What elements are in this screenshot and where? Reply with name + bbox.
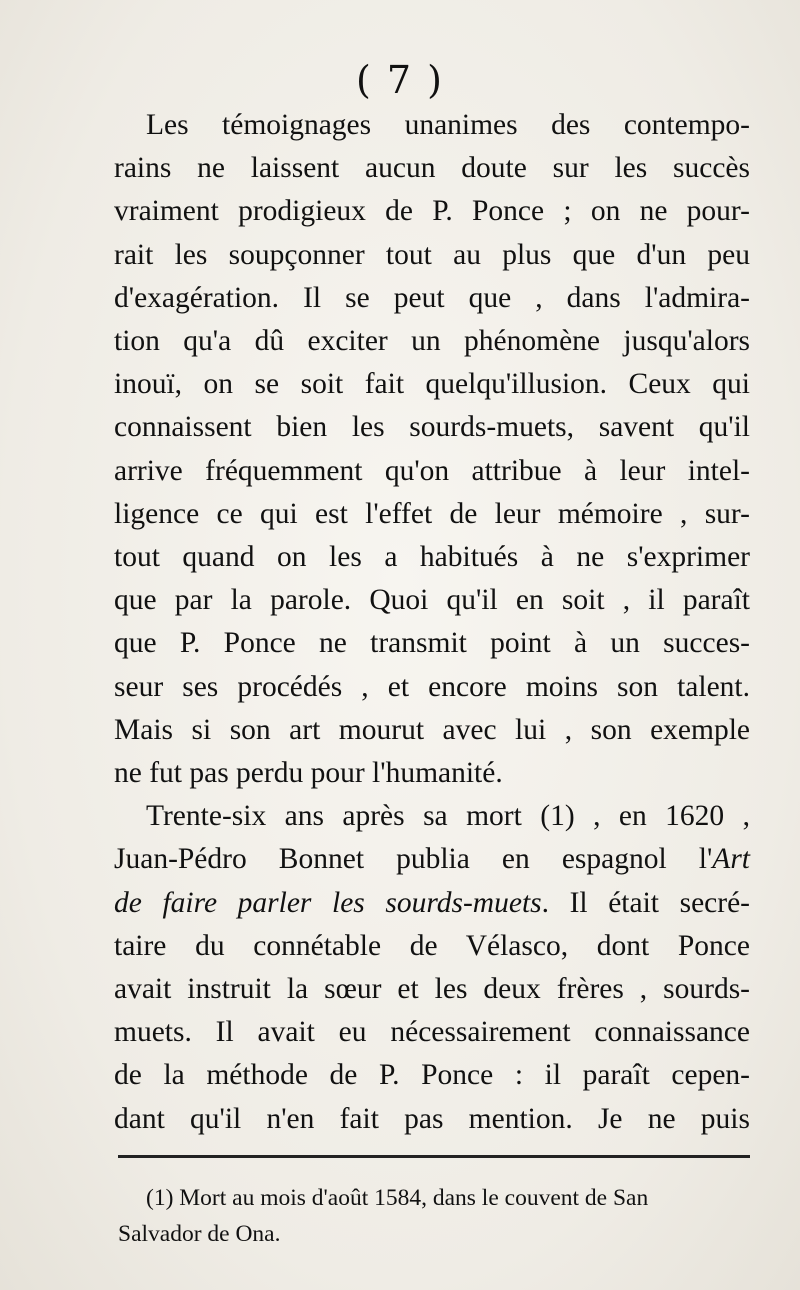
text-line: ligence ce qui est l'effet de leur mémoire , sur- (114, 497, 750, 530)
text-line: avait instruit la sœur et les deux frères , sourds- (114, 973, 750, 1006)
text-line: inouï, on se soit fait quelqu'illusion. Ceux qui (114, 368, 750, 401)
page-number: ( 7 ) (356, 58, 444, 102)
footnote (118, 1180, 750, 1252)
book-title-part: Art (712, 843, 750, 876)
text-line: Les témoignages unanimes des contempo- (146, 109, 750, 141)
text-line: tion qu'a dû exciter un phénomène jusqu'alors (114, 325, 750, 358)
footnote-line: (1) Mort au mois d'août 1584, dans le couvent de San (146, 1185, 649, 1211)
text-line: muets. Il avait eu nécessairement connaissance (114, 1016, 750, 1049)
text-line: que par la parole. Quoi qu'il en soit , il paraît (114, 584, 750, 617)
text-line: Mais si son art mourut avec lui , son exemple (114, 713, 750, 746)
text-line: seur ses procédés , et encore moins son talent. (114, 670, 750, 703)
text-line: ne fut pas perdu pour l'humanité. (114, 757, 503, 790)
text-line: Trente-six ans après sa mort (1) , en 1620 , (146, 800, 750, 833)
text-line: connaissent bien les sourds-muets, savent qu'il (114, 411, 750, 444)
text-line-with-title (114, 882, 750, 925)
paragraph-1 (114, 104, 750, 795)
text-line: dant qu'il n'en fait pas mention. Je ne puis (114, 1102, 750, 1135)
footnote-divider (118, 1155, 750, 1158)
paragraph-2 (114, 795, 750, 1141)
text-line: de la méthode de P. Ponce : il paraît cepen- (114, 1059, 750, 1092)
text-line: rait les soupçonner tout au plus que d'un peu (114, 238, 750, 271)
body-text (114, 104, 750, 1141)
text-line: d'exagération. Il se peut que , dans l'admira- (114, 281, 750, 314)
text-line-with-title (114, 838, 750, 881)
text-line: taire du connétable de Vélasco, dont Ponce (114, 929, 750, 962)
book-title-part: de faire parler les sourds-muets (114, 886, 542, 919)
text-line: tout quand on les a habitués à ne s'exprimer (114, 541, 750, 574)
text-line: vraiment prodigieux de P. Ponce ; on ne pour- (114, 195, 750, 228)
text-line: rains ne laissent aucun doute sur les succès (114, 152, 750, 185)
footnote-line: Salvador de Ona. (118, 1221, 281, 1247)
text-line: arrive fréquemment qu'on attribue à leur intel- (114, 454, 750, 487)
text-line: que P. Ponce ne transmit point à un succes- (114, 627, 750, 660)
text-segment: Juan-Pédro Bonnet publia en espagnol l' (114, 843, 713, 876)
text-segment: . Il était secré- (541, 886, 750, 919)
